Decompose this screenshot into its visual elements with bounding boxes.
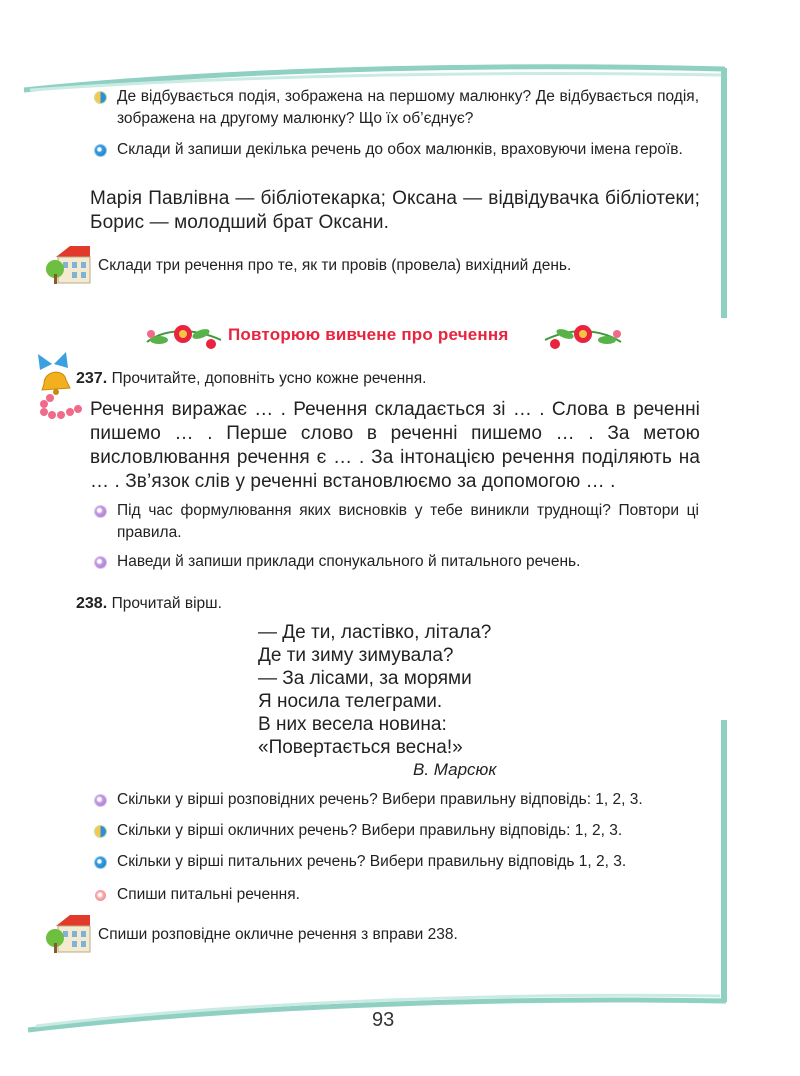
question-237-2: Наведи й запиши приклади спонукального й питального речень. xyxy=(117,553,581,570)
poem-author: В. Марсюк xyxy=(413,760,497,779)
question-237-1: Під час формулювання яких висновків у тебе виникли труднощі? Повтори ці правила. xyxy=(117,502,699,541)
exercise-237-header xyxy=(76,368,696,390)
poem-line: Де ти зиму зимувала? xyxy=(258,645,454,666)
bullet-marker xyxy=(95,92,106,103)
bullet-marker xyxy=(95,826,106,837)
poem-line: Я носила телеграми. xyxy=(258,691,443,712)
flower-ornament-left-icon xyxy=(145,320,223,354)
bullet-marker xyxy=(95,145,106,156)
bullet-marker xyxy=(95,857,106,868)
poem-line: — Де ти, ластівко, літала? xyxy=(258,622,492,643)
exercise-237-text: Речення виражає … . Речення складається зі … . Слова в реченні пишемо … . Перше слово в реченні пишемо … . За метою висловлювання речення є … . За інтонацією речення поділяють на … . Зв’язок слів у реченні встановлюємо за допомогою … . xyxy=(90,399,700,492)
poem-line: — За лісами, за морями xyxy=(258,668,472,689)
exercise-instruction: Прочитай вірш. xyxy=(111,595,222,612)
exercise-238-header xyxy=(76,593,696,615)
poem-line: «Повертається весна!» xyxy=(258,737,463,758)
page-number: 93 xyxy=(372,1009,395,1031)
question-238-1: Скільки у вірші розповідних речень? Вибери правильну відповідь: 1, 2, 3. xyxy=(117,791,643,808)
question-2: Склади й запиши декілька речень до обох малюнків, враховуючи імена героїв. xyxy=(117,141,683,158)
flower-ornament-right-icon xyxy=(543,320,623,354)
bullet-marker xyxy=(95,795,106,806)
house-homework-icon xyxy=(44,912,94,954)
exercise-instruction: Прочитайте, доповніть усно кожне речення. xyxy=(111,370,427,387)
house-homework-icon xyxy=(44,243,94,285)
bullet-marker xyxy=(95,506,106,517)
section-heading: Повторюю вивчене про речення xyxy=(228,325,509,344)
question-238-3: Скільки у вірші питальних речень? Вибери правильну відповідь 1, 2, 3. xyxy=(117,853,627,870)
characters-text: Марія Павлівна — бібліотекарка; Оксана — відвідувачка бібліотеки; Борис — молодший брат Оксани. xyxy=(90,188,700,233)
bullet-marker xyxy=(95,557,106,568)
poem xyxy=(258,621,558,759)
homework-task: Спиши розповідне окличне речення з вправи 238. xyxy=(98,926,458,943)
exercise-number: 237. xyxy=(76,370,108,387)
question-238-4: Спиши питальні речення. xyxy=(117,886,300,903)
homework-task: Склади три речення про те, як ти провів (провела) вихідний день. xyxy=(98,257,572,274)
exercise-number: 238. xyxy=(76,595,108,612)
question-1: Де відбувається подія, зображена на першому малюнку? Де відбувається подія, зображена на другому малюнку? Що їх об’єднує? xyxy=(117,88,699,127)
poem-line: В них весела новина: xyxy=(258,714,447,735)
question-238-2: Скільки у вірші окличних речень? Вибери правильну відповідь: 1, 2, 3. xyxy=(117,822,623,839)
bullet-marker xyxy=(95,890,106,901)
